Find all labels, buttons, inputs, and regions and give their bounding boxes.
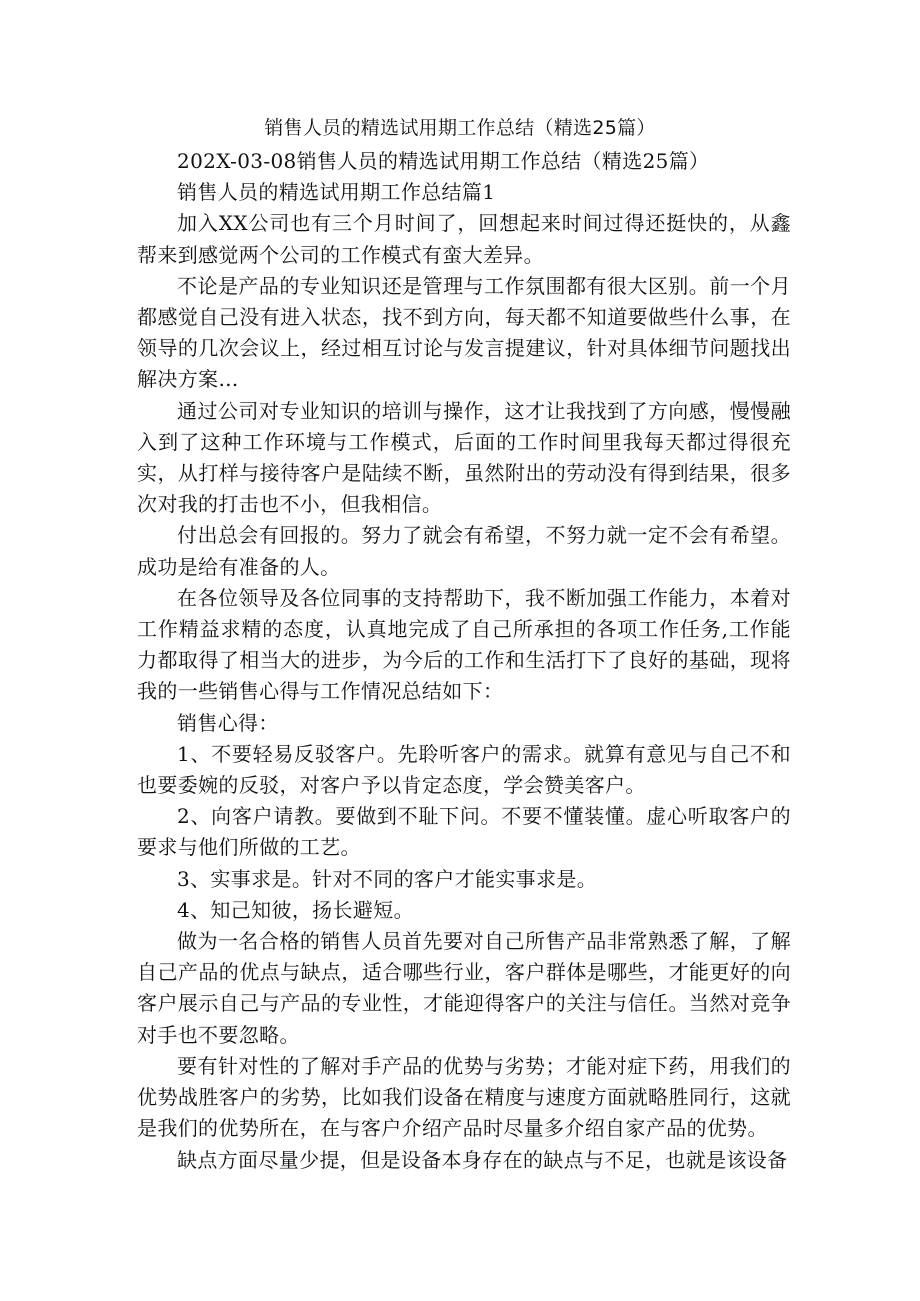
- paragraph: 加入XX公司也有三个月时间了，回想起来时间过得还挺快的，从鑫帮来到感觉两个公司的工作模式有蛮大差异。: [137, 211, 791, 267]
- paragraph: 不论是产品的专业知识还是管理与工作氛围都有很大区别。前一个月都感觉自己没有进入状态，找不到方向，每天都不知道要做些什么事，在领导的几次会议上，经过相互讨论与发言提建议，针对具体细节问题找出解决方案…: [137, 273, 791, 392]
- list-item: 3、实事求是。针对不同的客户才能实事求是。: [177, 866, 598, 891]
- document-title: 销售人员的精选试用期工作总结（精选25篇）: [264, 117, 656, 139]
- paragraph: 做为一名合格的销售人员首先要对自己所售产品非常熟悉了解，了解自己产品的优点与缺点，适合哪些行业，客户群体是哪些，才能更好的向客户展示自己与产品的专业性，才能迎得客户的关注与信任。当然对竞争对手也不要忽略。: [137, 929, 791, 1047]
- paragraph: 要有针对性的了解对手产品的优势与劣势；才能对症下药，用我们的优势战胜客户的劣势，比如我们设备在精度与速度方面就略胜同行，这就是我们的优势所在，在与客户介绍产品时尽量多介绍自家产品的优势。: [137, 1053, 791, 1141]
- list-item: 4、知己知彼，扬长避短。: [177, 897, 414, 922]
- paragraph: 缺点方面尽量少提，但是设备本身存在的缺点与不足，也就是该设备: [177, 1147, 788, 1172]
- list-item: 1、不要轻易反驳客户。先聆听客户的需求。就算有意见与自己不和也要委婉的反驳，对客户予以肯定态度，学会赞美客户。: [137, 741, 791, 798]
- paragraph: 通过公司对专业知识的培训与操作，这才让我找到了方向感，慢慢融入到了这种工作环境与工作模式，后面的工作时间里我每天都过得很充实，从打样与接待客户是陆续不断，虽然附出的劳动没有得到结果，很多次对我的打击也不小，但我相信。: [137, 398, 791, 517]
- paragraph: 在各位领导及各位同事的支持帮助下，我不断加强工作能力，本着对工作精益求精的态度，认真地完成了自己所承担的各项工作任务,工作能力都取得了相当大的进步，为今后的工作和生活打下了良好的基础，现将我的一些销售心得与工作情况总结如下：: [137, 585, 791, 704]
- paragraph: 付出总会有回报的。努力了就会有希望，不努力就一定不会有希望。成功是给有准备的人。: [137, 523, 791, 579]
- paragraph-date-subtitle: 202X-03-08销售人员的精选试用期工作总结（精选25篇）: [177, 149, 710, 173]
- document-body: [137, 146, 791, 1176]
- paragraph-subheading: 销售心得：: [177, 710, 279, 735]
- paragraph-section-heading: 销售人员的精选试用期工作总结篇1: [177, 180, 496, 205]
- list-item: 2、向客户请教。要做到不耻下问。不要不懂装懂。虚心听取客户的要求与他们所做的工艺。: [137, 804, 791, 860]
